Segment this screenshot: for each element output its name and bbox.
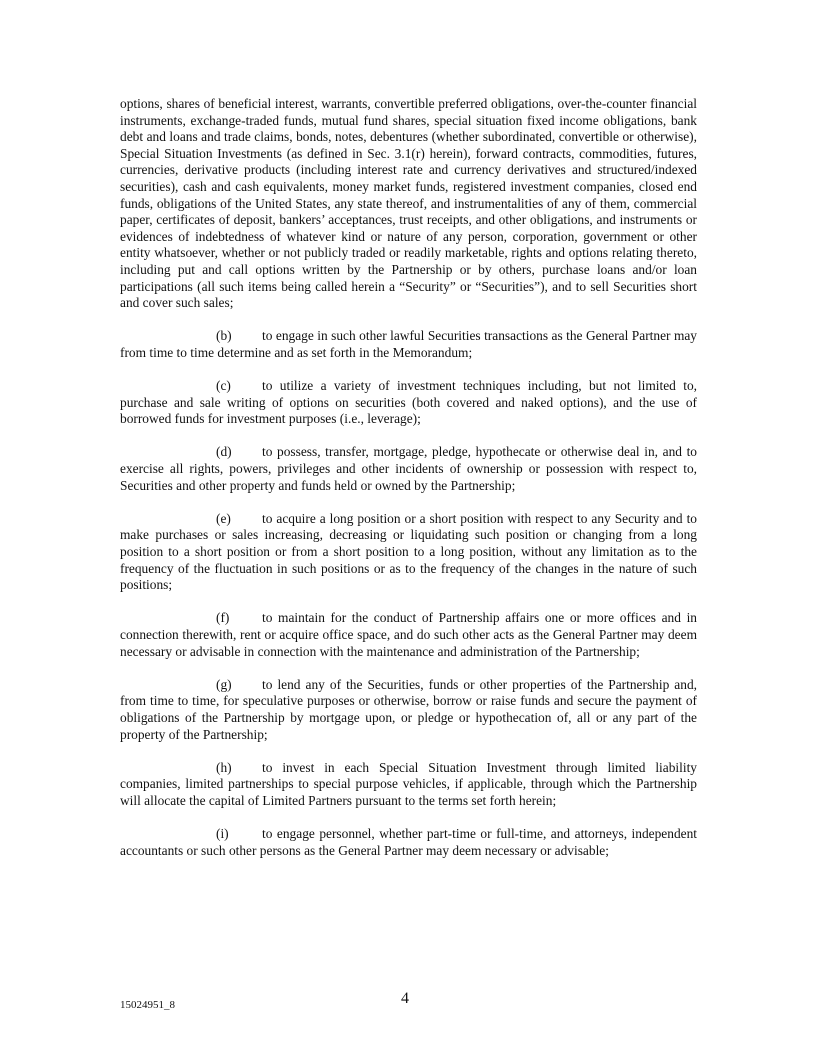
clause-text: to possess, transfer, mortgage, pledge, hypothecate or otherwise deal in, and to exercise all rights, powers, privileges and other incidents of ownership or possession with respect to, Securities and other property and funds held or owned by the Partnership; (120, 444, 697, 493)
clause-label: (c) (216, 378, 231, 394)
clause-text: to engage personnel, whether part-time or full-time, and attorneys, independent accountants or such other persons as the General Partner may deem necessary or advisable; (120, 826, 697, 858)
intro-paragraph: options, shares of beneficial interest, warrants, convertible preferred obligations, over-the-counter financial instruments, exchange-traded funds, mutual fund shares, special situation fixed income obligations, bank debt and loans and trade claims, bonds, notes, debentures (whether subordinated, convertible or otherwise), Special Situation Investments (as defined in Sec. 3.1(r) herein), forward contracts, commodities, futures, currencies, derivative products (including interest rate and currency derivatives and structured/indexed securities), cash and cash equivalents, money market funds, registered investment companies, closed end funds, obligations of the United States, any state thereof, and instrumentalities of any of them, commercial paper, certificates of deposit, bankers’ acceptances, trust receipts, and other obligations, and instruments or evidences of indebtedness of whatever kind or nature of any person, corporation, government or other entity whatsoever, whether or not publicly traded or readily marketable, rights and options relating thereto, including put and call options written by the Partnership or by others, purchase loans and/or loan participations (all such items being called herein a “Security” or “Securities”), and to sell Securities short and cover such sales; (120, 96, 697, 311)
clause-text: to utilize a variety of investment techniques including, but not limited to, purchase and sale writing of options on securities (both covered and naked options), and the use of borrowed funds for investment purposes (i.e., leverage); (120, 378, 697, 427)
clause-text: to maintain for the conduct of Partnership affairs one or more offices and in connection therewith, rent or acquire office space, and do such other acts as the General Partner may deem necessary or advisable in connection with the maintenance and administration of the Partnership; (120, 610, 697, 659)
clause-text: to invest in each Special Situation Investment through limited liability companies, limited partnerships to special purpose vehicles, if applicable, through which the Partnership will allocate the capital of Limited Partners pursuant to the terms set forth herein; (120, 759, 697, 808)
clause-text: to acquire a long position or a short position with respect to any Security and to make purchases or sales increasing, decreasing or liquidating such position or changing from a long position to a short position or from a short position to a long position, without any limitation as to the frequency of the fluctuation in such positions or as to the frequency of the changes in the nature of such positions; (120, 510, 697, 593)
clause-h (120, 760, 697, 810)
clause-text: to engage in such other lawful Securities transactions as the General Partner may from time to time determine and as set forth in the Memorandum; (120, 328, 697, 360)
clause-label: (e) (216, 510, 231, 526)
footer-document-id: 15024951_8 (120, 999, 175, 1011)
clause-label: (i) (216, 826, 229, 842)
clause-d (120, 444, 697, 494)
footer-page-number: 4 (401, 990, 409, 1007)
clause-i (120, 826, 697, 859)
clause-g (120, 677, 697, 743)
document-body (120, 96, 697, 876)
clause-label: (f) (216, 610, 230, 626)
clause-label: (g) (216, 676, 232, 692)
clause-f (120, 610, 697, 660)
clause-b (120, 328, 697, 361)
clause-text: to lend any of the Securities, funds or other properties of the Partnership and, from time to time, for speculative purposes or otherwise, borrow or raise funds and secure the payment of obligations of the Partnership by mortgage upon, or pledge or hypothecation of, all or any part of the property of the Partnership; (120, 676, 697, 742)
clause-e (120, 511, 697, 594)
clause-c (120, 378, 697, 428)
clause-label: (d) (216, 444, 232, 460)
clause-label: (h) (216, 759, 232, 775)
clause-label: (b) (216, 328, 232, 344)
